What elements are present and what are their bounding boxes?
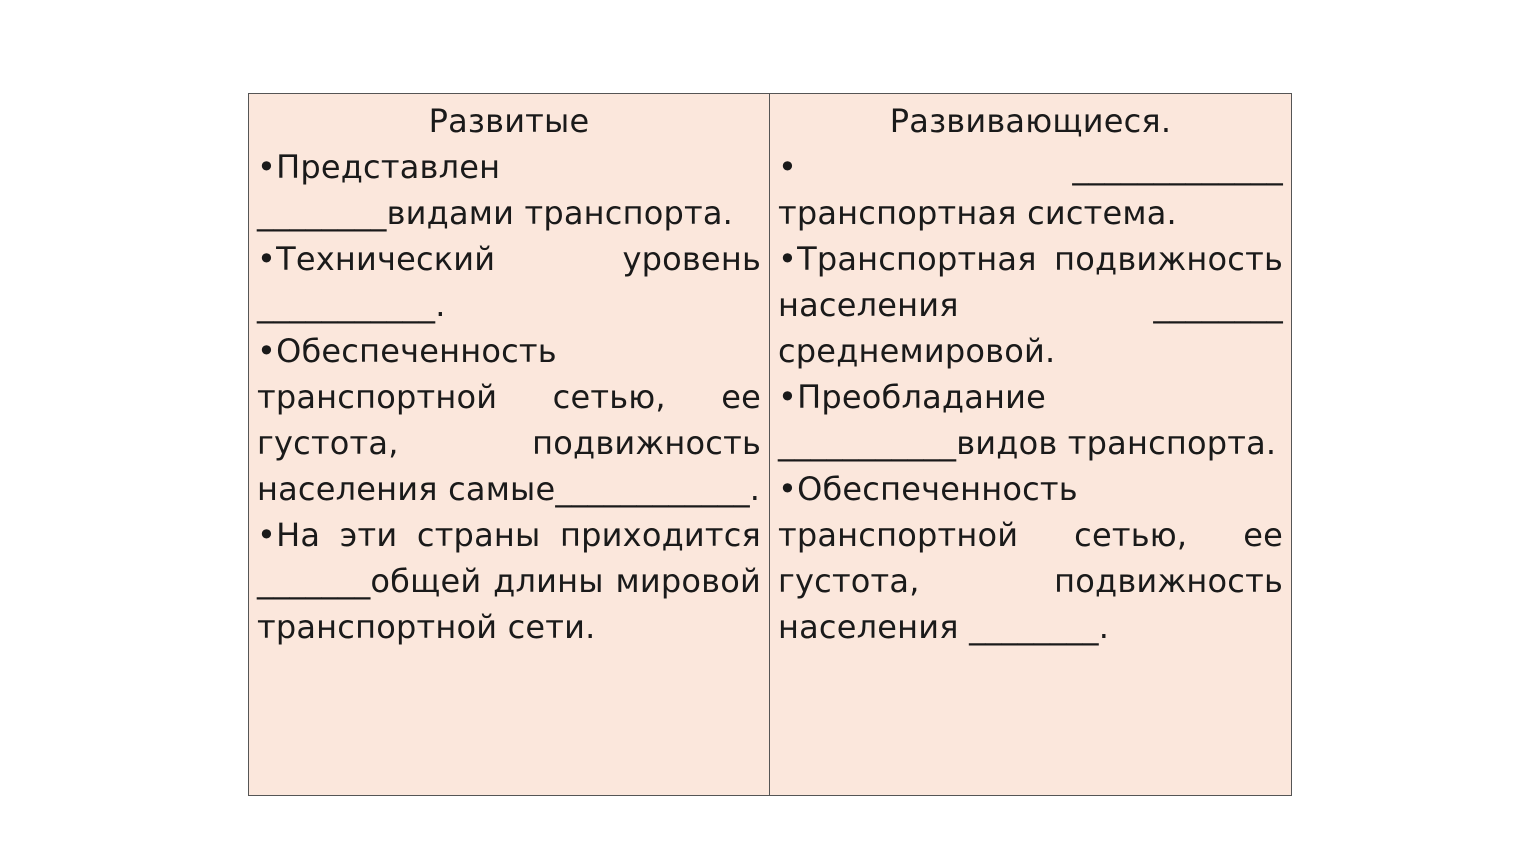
list-item: •Транспортная подвижность населения ________ среднемировой. — [778, 240, 1283, 370]
list-item: •Представлен ________видами транспорта. — [257, 148, 734, 232]
list-item: •На эти страны приходится _______общей длины мировой транспортной сети. — [257, 516, 761, 646]
comparison-table — [248, 93, 1292, 796]
list-item: •Обеспеченность транспортной сетью, ее густота, подвижность населения ________. — [778, 470, 1283, 646]
list-item: •Преобладание ___________видов транспорта. — [778, 378, 1277, 462]
column-header-developed: Развитые — [428, 102, 590, 140]
column-developed — [249, 94, 770, 795]
list-item: • _____________ транспортная система. — [778, 148, 1294, 232]
column-developing — [770, 94, 1294, 795]
column-header-developing: Развивающиеся. — [889, 102, 1172, 140]
list-item: •Обеспеченность транспортной сетью, ее густота, подвижность населения самые____________. — [257, 332, 761, 508]
list-item: •Технический уровень ___________. — [257, 240, 761, 324]
